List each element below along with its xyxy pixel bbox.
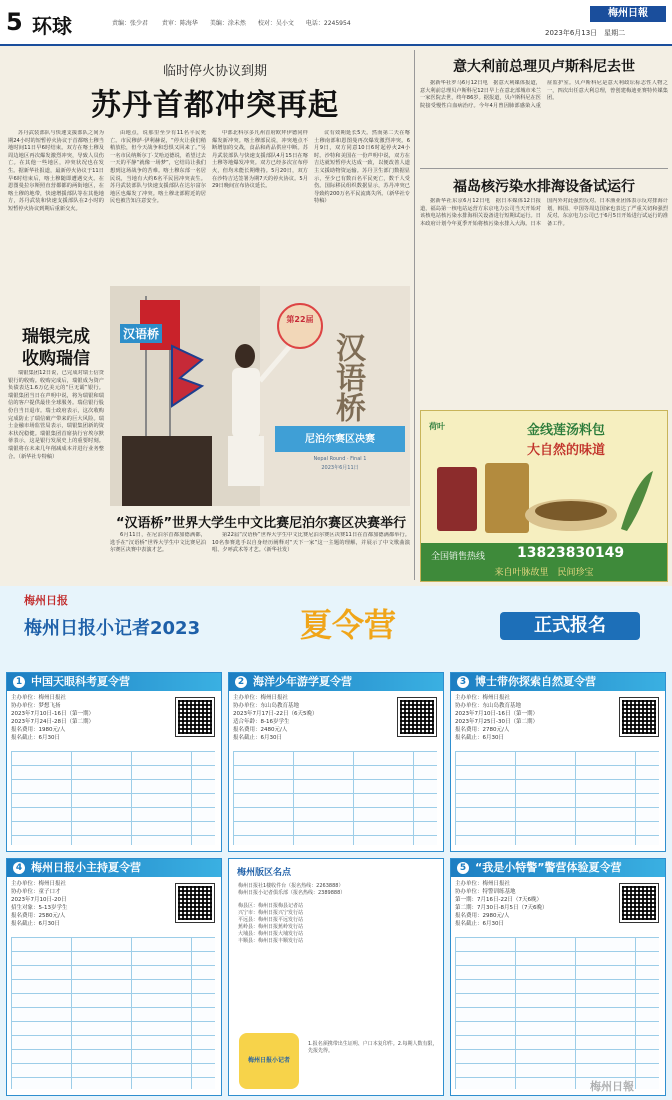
photo-story-body1: 6月11日，在尼泊尔首都加德满都，选手在“汉语桥”世界大学生中文比赛尼泊尔赛区决赛中表演才艺。 xyxy=(110,532,206,554)
panel-dates: 2023年7月10日-16日（第一期） xyxy=(11,711,94,717)
editor-credits: 责编：张少君 责审：陈海华 美编：涂未然 校对：吴小文 电话：2245954 xyxy=(112,20,351,27)
panel-partner: 协办单位：东山岛教育基地 xyxy=(233,703,300,709)
panel-number: 1 xyxy=(13,676,25,688)
panel-title: 梅州日报小主持夏令营 xyxy=(31,861,141,874)
column-divider xyxy=(414,50,415,580)
panel-dates2: 第二期：7月30日-8月5日（7天6晚） xyxy=(455,905,548,911)
qr-code[interactable] xyxy=(397,697,437,737)
panel-info xyxy=(229,691,387,745)
camp-schedule-table xyxy=(233,751,437,845)
panel-number: 3 xyxy=(457,676,469,688)
panel-price: 报名费用：2980元/人 xyxy=(455,913,510,919)
outlets-title: 梅州版区名点 xyxy=(237,868,292,878)
camp-schedule-table xyxy=(11,751,215,845)
camp-panel-2 xyxy=(228,672,444,852)
fukushima-story-body: 据新华社东京6月12日电 据日本媒体12日报道，福岛第一核电站运营方东京电力公司当天开始对该核电站核污染水排海相关设备进行短期试运行。日本政府计划今年夏季开始将核污染水排入大海。日本国内外对此强烈反对。日本渔业团体表示反对排海计划，韩国、中国等周边国家也表达了严重关切和强烈反对。东京电力公司已于6月5日开始进行试运行的准备工作。 xyxy=(420,198,668,227)
camp-title-left: 梅州日报小记者2023 xyxy=(24,618,201,639)
camp-panel-5-header xyxy=(451,859,665,877)
photo-edition: 第22届 xyxy=(286,315,314,324)
panel-number: 2 xyxy=(235,676,247,688)
qr-code[interactable] xyxy=(619,883,659,923)
lotus-soup-ad xyxy=(420,410,668,582)
camp-register-banner: 正式报名 xyxy=(500,612,640,640)
panel-host: 主办单位：梅州日报社 xyxy=(11,695,67,701)
panel-host: 主办单位：梅州日报社 xyxy=(455,695,511,701)
watermark: 梅州日報 xyxy=(590,1080,634,1093)
ad-slogan2: 大自然的味道 xyxy=(526,443,605,458)
ad-slogan1: 金线莲汤料包 xyxy=(526,423,605,438)
camp-outlets-panel xyxy=(228,858,444,1096)
photo-caption: “汉语桥”世界大学生中文比赛尼泊尔赛区决赛举行 xyxy=(116,516,407,531)
main-story-col4: 议有效期延长5天。然而第二天在喀土穆南部和恩图曼再次爆发激烈冲突。6月9日，双方同意10日6时起停火24小时。沙特和美国在一份声明中说，双方在吉达就短暂停火达成一致，以便改善人道主义援助物资运输。苏丹卫生部门数据显示，至少已有数百名平民死亡，数千人受伤。国际移民组织数据显示，苏丹冲突已导致约200万名平民流离失所。（新华社专特稿） xyxy=(314,130,410,205)
masthead-logo: 梅州日報 xyxy=(590,6,666,22)
outlet-item: 梅县区：梅州日报梅县记者站 xyxy=(238,903,304,909)
panel-host: 主办单位：梅州日报社 xyxy=(455,881,511,887)
main-story-col1: 苏丹武装部队与快速支援部队之间为期24小时的短暂停火协议于首都喀土穆当地时间11日早6时结束。双方在喀土穆及周边地区再次爆发激烈冲突，导致人员伤亡。在其他一些地区，冲突状况也在发生。据新华社报道，最新停火协议于11日早6时结束后，喀土穆随即遭遇交火。在恩图曼拉尔斯照直营都都的两街地区，在喀土穆的地带，快速增援部队等在其他地方，苏丹武装和快速支援部队在2小时的短暂停火协议到期后重新交火。 xyxy=(8,130,104,212)
panel-partner: 协办单位：童子口才 xyxy=(11,889,61,895)
ubs-story-body: 瑞银集团12日说，已完成对瑞士信贷银行的收购。收购完成后，瑞银成为资产负债表达1.6万亿美元的“巨无霸”银行。瑞银集团当日在声明中说，将为瑞银和瑞信的客户提供最佳全球服务。瑞信银行股份自当日退市。瑞士政府表示，这次收购完成防止了瑞信破产带来的巨大风险。瑞士金融市场监管局表示，瑞银集团新的资本状况稳健。瑞银集团首席执行官埃尔默蒂表示，这是银行发展史上的重要时刻。瑞银将在未来几年削减成本并进行业务整合。（新华社专特稿） xyxy=(8,370,104,460)
italy-story-body: 据新华社罗马6月12日电 据意大利媒体报道，意大利前总理贝卢斯科尼12日早上在意北部城市米兰一家医院去世，终年86岁。据报道，贝卢斯科尼在医院接受慢性白血病治疗。今年4月曾因肺部感染入重症监护室。贝卢斯科尼是意大利政坛标志性人物之一，四次出任意大利总理，曾创建梅迪亚赛特传媒集团。 xyxy=(420,80,668,109)
issue-date: 2023年6月13日 星期二 xyxy=(545,29,626,37)
panel-partner: 协办单位：梦想飞扬 xyxy=(11,703,61,709)
hanyuqiao-photo-illustration xyxy=(110,286,410,506)
camp-panel-4 xyxy=(6,858,222,1096)
panel-price: 报名费用：2580元/人 xyxy=(11,913,66,919)
panel-dates: 第一期：7月16日-22日（7天6晚） xyxy=(455,897,542,903)
panel-title: 博士带你探索自然夏令营 xyxy=(475,675,596,688)
outlet-item: 大埔县：梅州日报大埔发行站 xyxy=(238,931,304,937)
outlet-item: 兴宁市：梅州日报兴宁发行站 xyxy=(238,910,304,916)
panel-dates: 2023年7月10日-16日（第一期） xyxy=(455,711,538,717)
camp-schedule-table xyxy=(455,751,659,845)
outlet-item: 梅州日报社1楼收件台（报名热线：2263888） xyxy=(238,883,344,889)
outlet-item: 丰顺县：梅州日报丰顺发行站 xyxy=(238,938,304,944)
notice-text: 1.报名须携带出生证明、户口本复印件。2.每期人数有限，先报先得。 xyxy=(308,1041,438,1054)
ubs-story-title-line1: 瑞银完成 xyxy=(22,327,90,347)
camp-brand: 梅州日报 xyxy=(24,594,68,607)
panel-deadline: 报名截止：6月30日 xyxy=(233,735,282,741)
panel-partner: 协办单位：东山岛教育基地 xyxy=(455,703,522,709)
panel-title: 中国天眼科考夏令营 xyxy=(31,675,130,688)
camp-title-big: 夏令营 xyxy=(300,606,397,644)
main-story-title: 苏丹首都冲突再起 xyxy=(91,88,339,123)
camp-panel-5 xyxy=(450,858,666,1096)
section-title: 环球 xyxy=(32,14,72,38)
panel-dates2: 2023年7月24日-28日（第二期） xyxy=(11,719,94,725)
panel-deadline: 报名截止：6月30日 xyxy=(11,735,60,741)
qr-code[interactable] xyxy=(175,697,215,737)
photo-banner-sub: Nepal Round · Final 1 xyxy=(313,456,367,462)
qr-code[interactable] xyxy=(175,883,215,923)
main-story-subtitle: 临时停火协议到期 xyxy=(162,64,267,79)
camp-panel-3-header xyxy=(451,673,665,691)
panel-dates2: 适合年龄：8-16岁学生 xyxy=(233,719,290,725)
panel-dates: 2023年7月17日-22日（6天5晚） xyxy=(233,711,318,717)
panel-title: 海洋少年游学夏令营 xyxy=(253,675,352,688)
camp-panel-1 xyxy=(6,672,222,852)
camp-schedule-table xyxy=(455,937,659,1089)
camp-panel-1-header xyxy=(7,673,221,691)
outlet-item: 平远县：梅州日报平远发行站 xyxy=(238,917,304,923)
story-divider xyxy=(420,168,668,169)
photo-banner: 尼泊尔赛区决赛 xyxy=(305,434,375,445)
photo-date: 2023年6月11日 xyxy=(321,465,359,471)
panel-host: 主办单位：梅州日报社 xyxy=(233,695,289,701)
camp-panel-3 xyxy=(450,672,666,852)
panel-dates2: 招生对象：5-13岁学生 xyxy=(11,905,68,911)
main-story-col3: 中部北科尔多凡州首府欧拜伊德同样爆发新冲突。喀土穆部民说，冲突地点不断增加的交战，食品和药品供应中断。苏丹武装部队与快速支援部队4月15日在喀土穆等地爆发冲突。双方已经多次宣布停火，但均未能长期维持。5月20日，双方在沙特吉达签署为期7天的停火协议。5月29日晚间宣布协议延长。 xyxy=(212,130,308,190)
page-header xyxy=(0,0,672,46)
ad-footer-text: 来自叶脉故里 民间珍宝 xyxy=(494,568,594,578)
ubs-story-title-line2: 收购瑞信 xyxy=(22,349,90,369)
panel-dates2: 2023年7月25日-30日（第二期） xyxy=(455,719,538,725)
page-number: 5 xyxy=(6,8,23,36)
qr-code[interactable] xyxy=(619,697,659,737)
panel-number: 4 xyxy=(13,862,25,874)
notice-title: 梅州日报小记者 xyxy=(247,1057,290,1064)
camp-panel-4-header xyxy=(7,859,221,877)
panel-deadline: 报名截止：6月30日 xyxy=(11,921,60,927)
panel-partner: 协办单位：特警训练基地 xyxy=(455,889,516,895)
outlet-item: 蕉岭县：梅州日报蕉岭发行站 xyxy=(238,924,304,930)
photo-story-body2: 第22届“汉语桥”世界大学生中文比赛尼泊尔赛区决赛11日在首都加德满都举行。10名参赛选手以自身经历阐释对“天下一家”这一主题的理解，并展示了中文歌曲演唱、夕呼武术等才艺。（新华社发） xyxy=(212,532,410,554)
panel-number: 5 xyxy=(457,862,469,874)
panel-price: 报名费用：2780元/人 xyxy=(455,727,510,733)
photo-backdrop-word: 汉语桥 xyxy=(330,332,365,422)
outlets-list xyxy=(235,881,441,947)
italy-story-title: 意大利前总理贝卢斯科尼去世 xyxy=(453,59,635,75)
panel-dates: 2023年7月10日-20日 xyxy=(11,897,67,903)
panel-info xyxy=(7,691,165,745)
panel-info xyxy=(451,691,609,745)
fukushima-story-title: 福岛核污染水排海设备试运行 xyxy=(453,179,635,195)
panel-deadline: 报名截止：6月30日 xyxy=(455,921,504,927)
camp-panel-2-header xyxy=(229,673,443,691)
panel-deadline: 报名截止：6月30日 xyxy=(455,735,504,741)
main-story-col2: 由地点，说那里至少有11名平民死亡。市民穆萨·伊利赫说，“停火让我们稍稍放松，但今天战争和恐惧又回来了。”另一名市民纳斯尔丁·艾哈迈德说，希望过去一天的平静“就像一场梦”，它结局让我们想到这场战争的苦难。喀土穆东部一名居民说，当地有大约6名平民因冲突丧生。苏丹武装部队与快速支援部队在达尔富尔地区也爆发了冲突。喀土穆北部附近的居民也被告知注意安全。 xyxy=(110,130,206,205)
ad-phone-label: 全国销售热线 xyxy=(431,552,486,562)
panel-info xyxy=(451,877,609,931)
panel-title: “我是小特警”警营体验夏令营 xyxy=(475,861,622,874)
camp-schedule-table xyxy=(11,937,215,1089)
ad-product-illustration xyxy=(431,459,657,537)
panel-host: 主办单位：梅州日报社 xyxy=(11,881,67,887)
panel-price: 报名费用：1980元/人 xyxy=(11,727,66,733)
panel-info xyxy=(7,877,165,931)
panel-price: 报名费用：2480元/人 xyxy=(233,727,288,733)
photo-logo: 汉语桥 xyxy=(120,324,162,343)
ad-phone-number: 13823830149 xyxy=(517,545,625,561)
ad-brand: 荷叶 xyxy=(429,422,445,431)
news-photo xyxy=(110,286,410,506)
outlet-item: 梅州日报小记者俱乐部（报名热线：2389888） xyxy=(238,890,346,896)
